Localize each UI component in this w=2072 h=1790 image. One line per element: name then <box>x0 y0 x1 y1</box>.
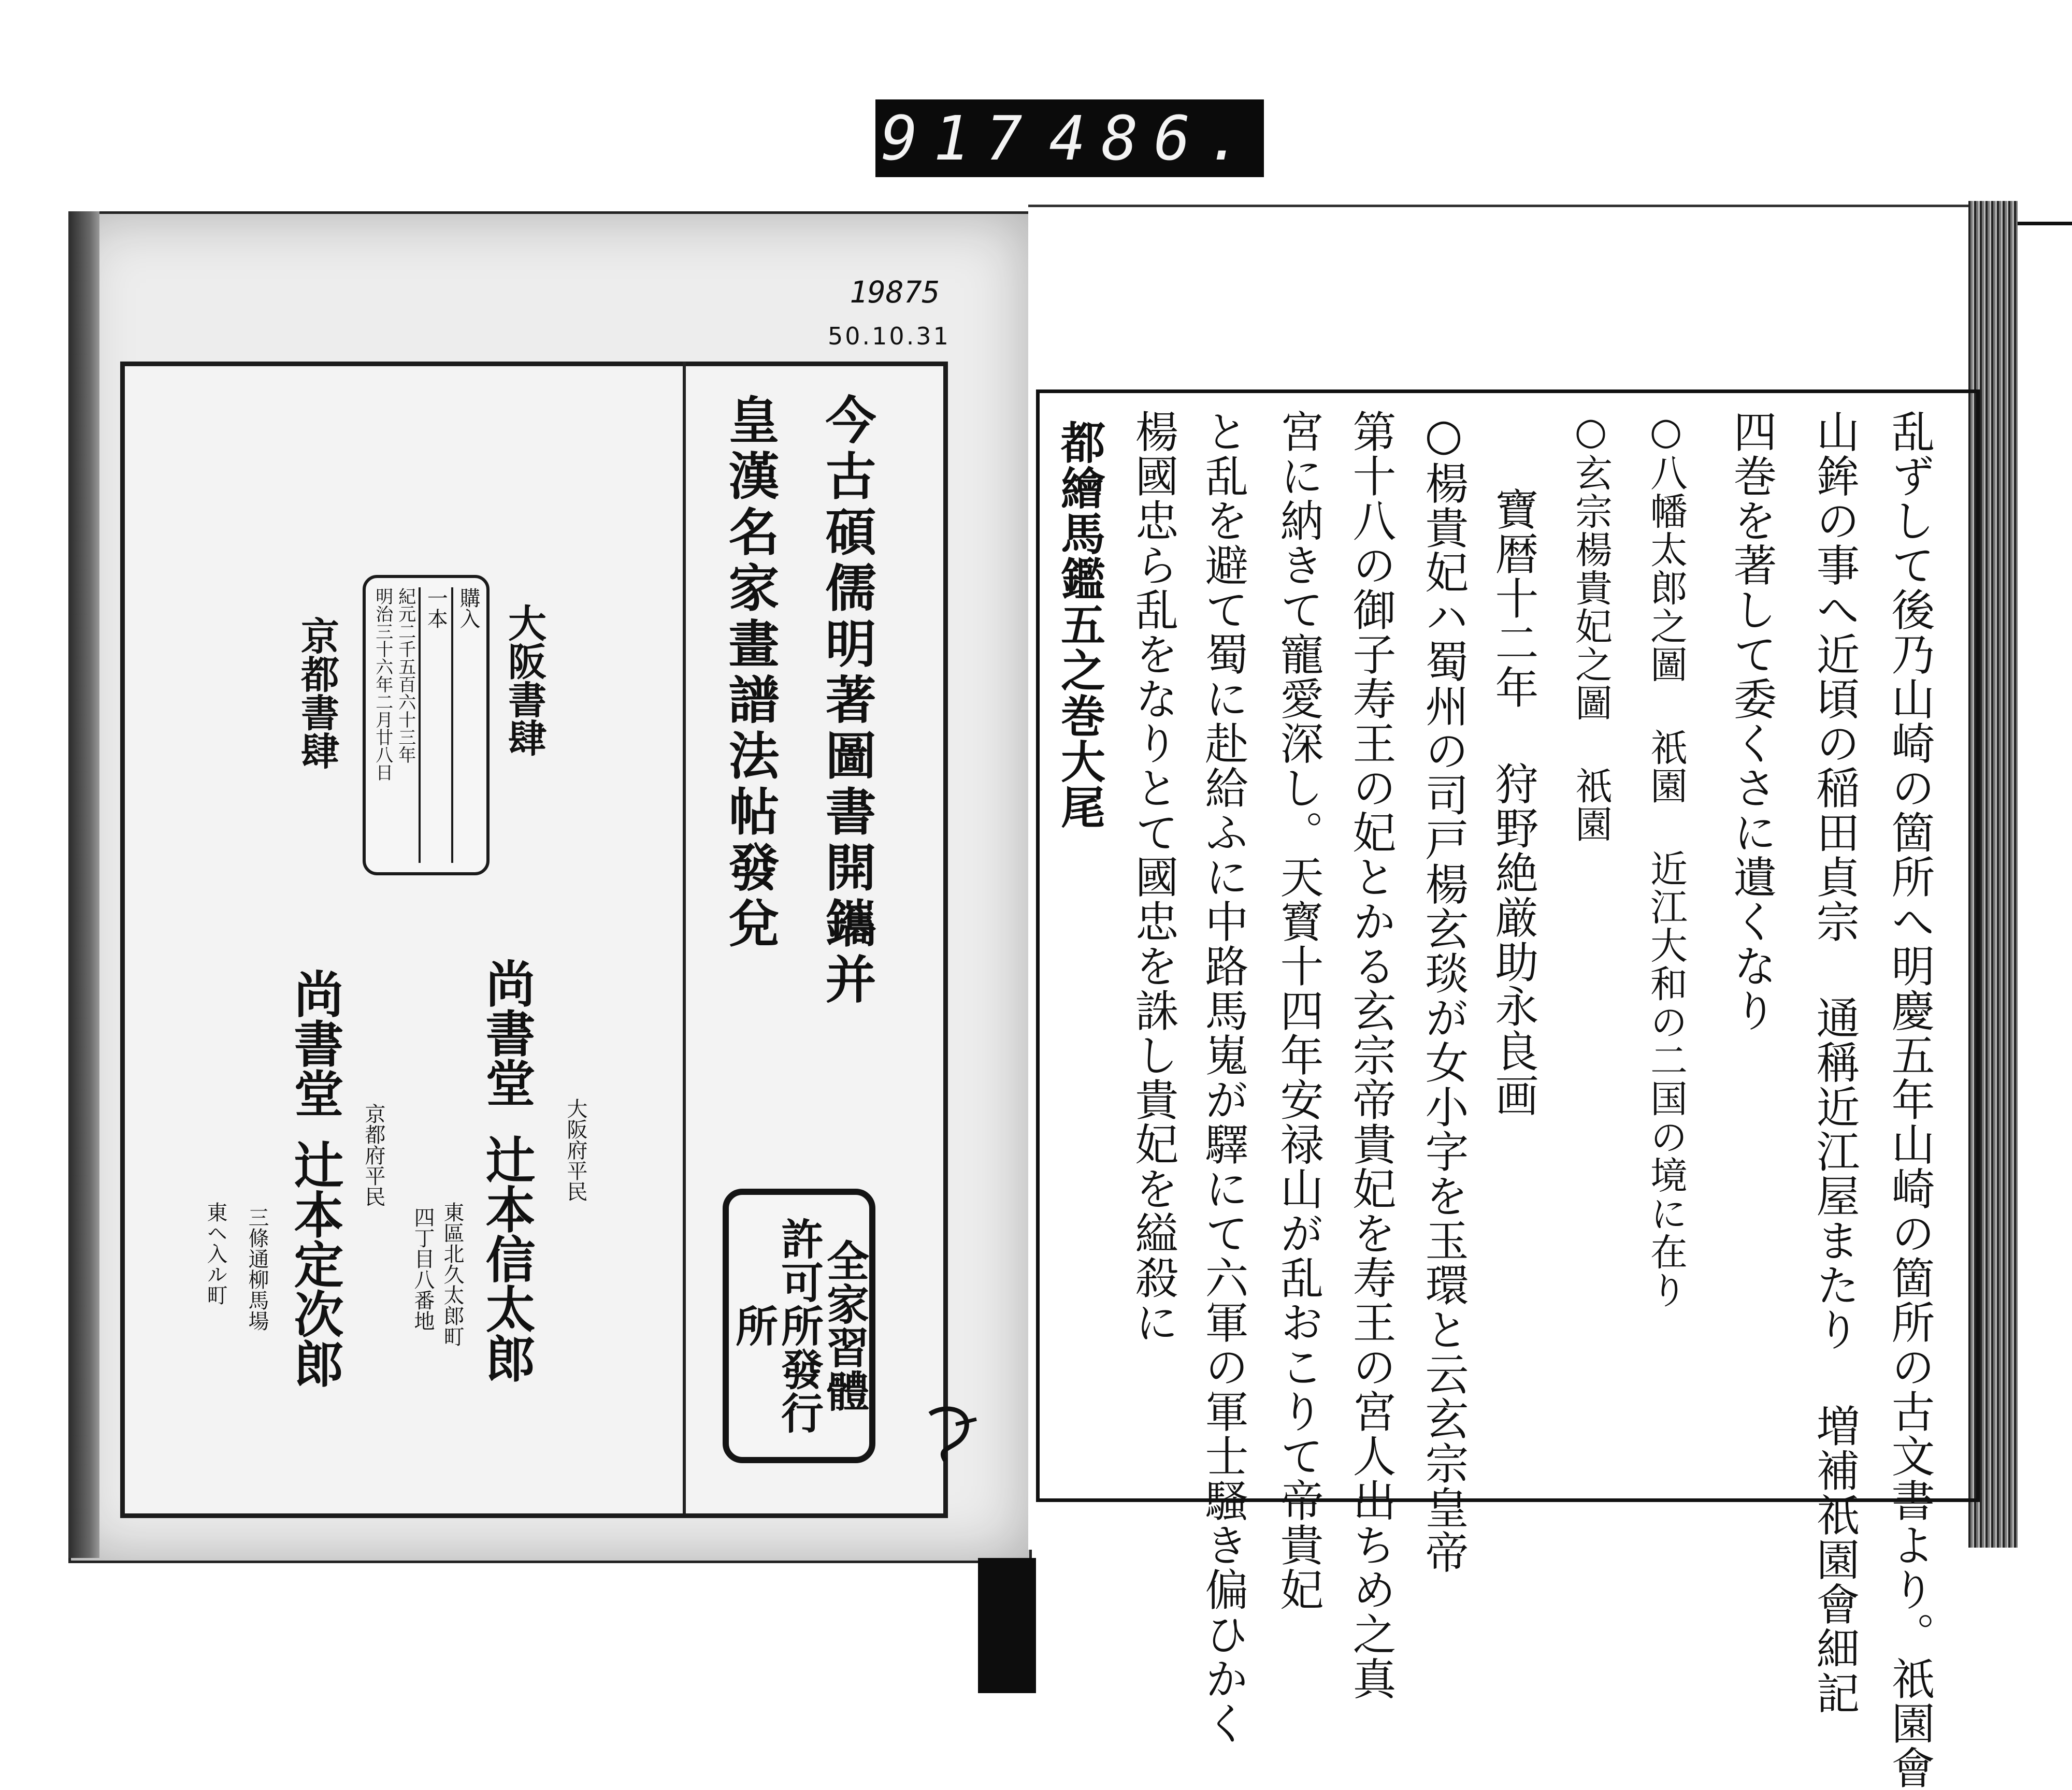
stamp-rule <box>451 587 453 863</box>
osaka-publisher-address-1: 東區北久太郎町 <box>440 1202 464 1347</box>
text-column-8: 第十八の御子寿王の妃とかる玄宗帝貴妃を寿王の宮人出ちめ之真 <box>1346 409 1397 1701</box>
seal-line-2: 許可所發行 <box>774 1217 824 1435</box>
kyoto-publisher-address-1: 三條通柳馬場 <box>245 1207 269 1331</box>
osaka-publisher-shop: 尚書堂 <box>478 958 536 1107</box>
osaka-publisher-status: 大阪府平民 <box>564 1098 587 1202</box>
kyoto-publisher-address-2: 東ヘ入ル町 <box>204 1202 227 1305</box>
osaka-publisher-name: 辻本信太郎 <box>478 1134 536 1383</box>
text-column-9: 宮に納きて寵愛深し。天寳十四年安禄山が乱おこりて帝貴妃 <box>1273 409 1324 1612</box>
title-line-1: 今古碩儒明著圖書開鑴并 <box>817 394 876 1009</box>
text-column-6: 寶暦十二年 狩野絶厳助永良画 <box>1488 487 1539 1118</box>
text-column-10: と乱を避て蜀に赴給ふに中路馬嵬が驛にて六軍の軍士騷き偏ひかく <box>1198 409 1249 1745</box>
binding-shadow <box>978 1558 1036 1693</box>
volume-end-note: 都繪馬鑑五之巻大尾 <box>1053 420 1105 830</box>
kyoto-bookstore-label: 京都書肆 <box>295 616 339 770</box>
osaka-publisher-address-2: 四丁目八番地 <box>411 1207 435 1331</box>
purchase-stamp-label: 購入 <box>456 587 480 629</box>
text-column-3: 四巻を著して委くさに遺くなり <box>1726 409 1777 1033</box>
call-number-left: 917 <box>881 103 1038 174</box>
stamp-rule <box>419 587 421 863</box>
text-column-1: 乱ずして後乃山崎の箇所へ明慶五年山崎の箇所の古文書より。祇園會 <box>1884 409 1935 1790</box>
publisher-seal <box>723 1189 875 1463</box>
accession-number: 19875 <box>850 275 940 310</box>
kyoto-publisher-shop: 尚書堂 <box>286 969 344 1118</box>
seal-line-1: 全家習體 <box>819 1239 870 1413</box>
text-column-2: 山鉾の事へ近頃の稲田貞宗 通稱近江屋またり 増補祇園會細記 <box>1809 409 1860 1715</box>
colophon-divider <box>683 362 686 1513</box>
kyoto-publisher-status: 京都府平民 <box>362 1103 385 1207</box>
osaka-bookstore-label: 大阪書肆 <box>502 603 546 757</box>
call-number-label <box>875 99 1264 177</box>
call-number-right: 486. <box>1049 103 1259 174</box>
accession-date: 50.10.31 <box>828 322 951 350</box>
kyoto-publisher-name: 辻本定次郎 <box>286 1139 344 1388</box>
text-column-4: ○八幡太郎之圖 祇園 近江大和の二国の境に在り <box>1644 409 1688 1309</box>
text-column-11: 楊國忠ら乱をなりとて國忠を誅し貴妃を縊殺に <box>1128 409 1179 1345</box>
binding-string-icon <box>925 1404 982 1466</box>
purchase-stamp <box>363 575 490 875</box>
edge-marker <box>2018 222 2072 225</box>
seal-line-3: 所 <box>728 1304 779 1348</box>
purchase-stamp-date: 明治三十六年二月廿八日 <box>372 587 393 781</box>
text-column-7: ○楊貴妃ハ蜀州の司戸楊玄琰が女小字を玉環と云玄宗皇帝 <box>1418 409 1469 1575</box>
purchase-stamp-count: 一本 <box>424 587 448 629</box>
left-page-spine <box>68 211 99 1558</box>
purchase-stamp-era: 紀元二千五百六十三年 <box>395 587 416 763</box>
text-column-5: ○玄宗楊貴妃之圖 祇園 <box>1569 409 1613 843</box>
title-line-2: 皇漢名家畫譜法帖發兌 <box>720 394 780 953</box>
